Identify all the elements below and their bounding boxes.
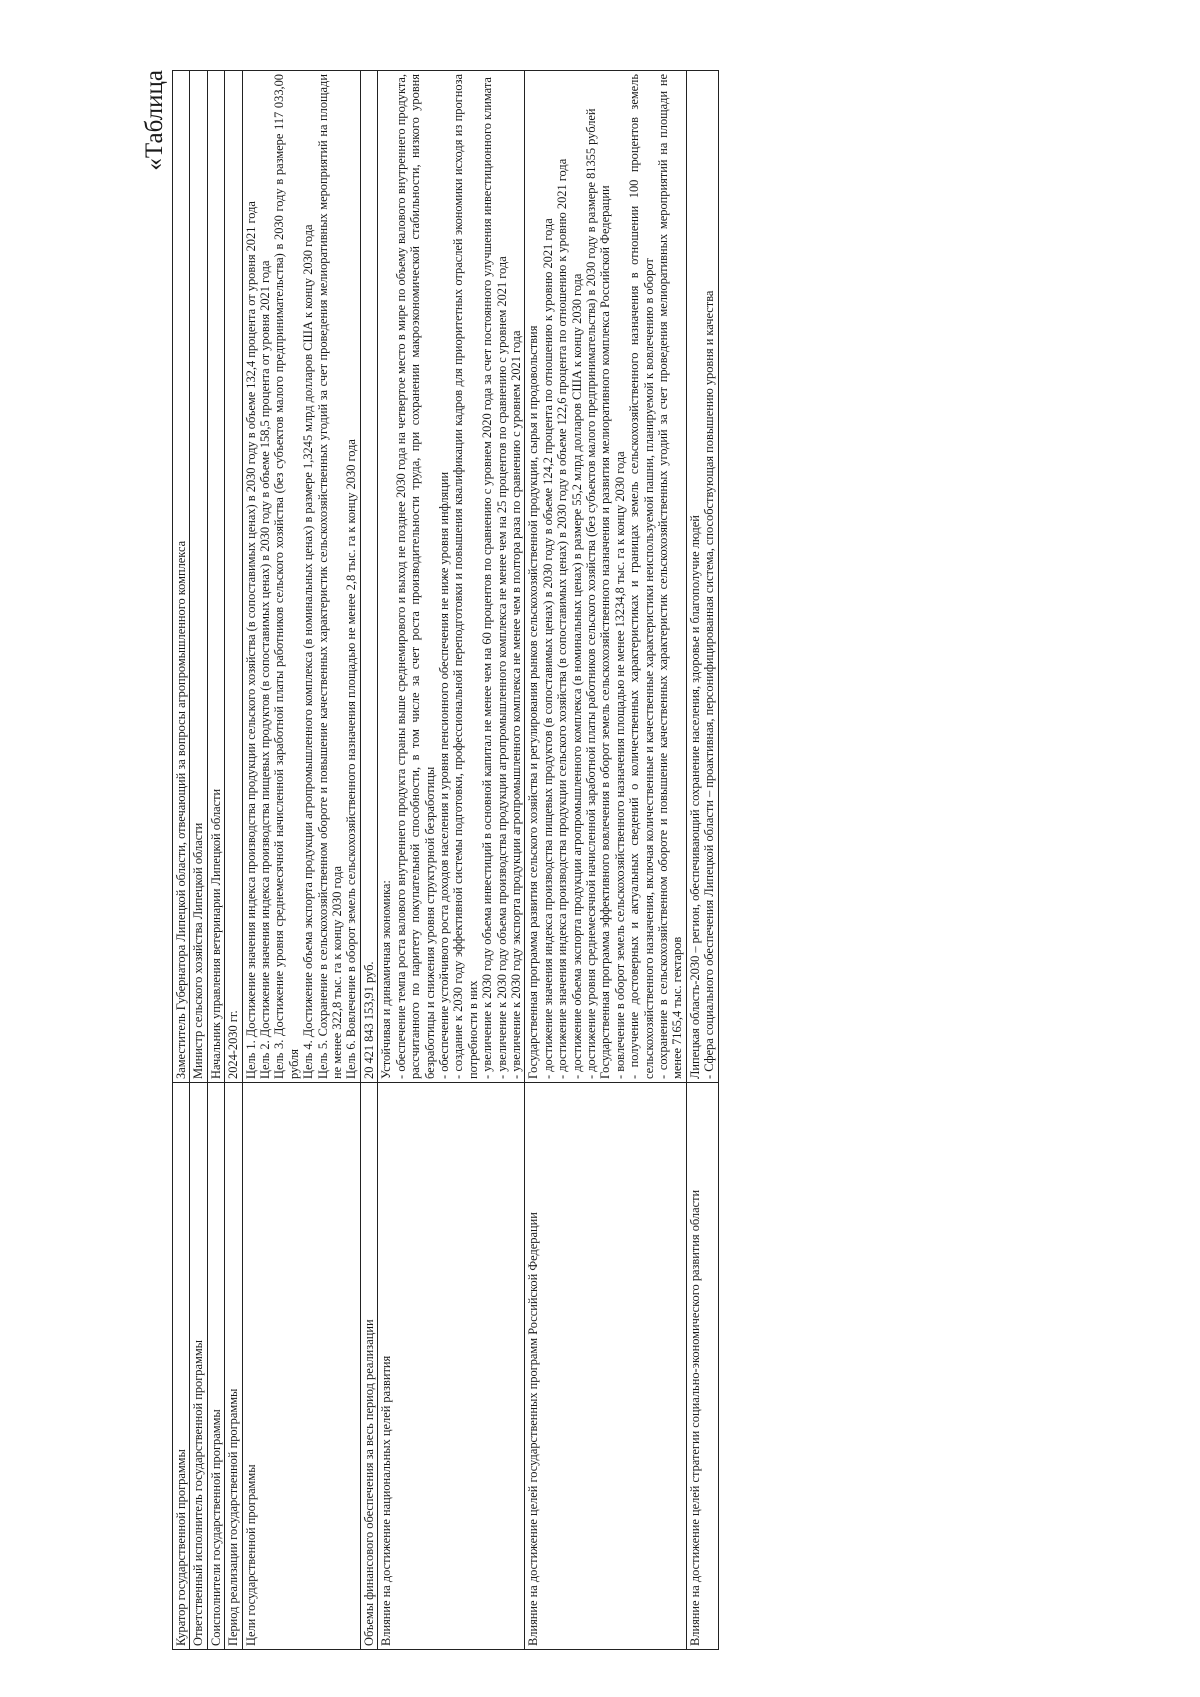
value-line: Министр сельского хозяйства Липецкой области (191, 822, 206, 1079)
table-row (242, 71, 360, 1650)
row-value (173, 71, 190, 1083)
row-value (525, 71, 686, 1083)
rotated-sheet (140, 70, 1200, 1650)
value-line: Цель 2. Достижение значения индекса производства пищевых продуктов (в сопоставимых ценах) в 2030 году в объеме 158,5 процента от уровня 2021 года (258, 260, 273, 1079)
row-label: Ответственный исполнитель государственной программы (190, 1083, 207, 1650)
row-value (686, 71, 718, 1083)
value-line: Липецкая область-2030 – регион, обеспечивающий сохранение населения, здоровье и благополучие людей (687, 515, 702, 1079)
value-line: - достижение уровня среднемесячной начисленной заработной платы работников сельского хозяйства (без субъектов малого предпринимательства) в 2030 году в размере 81355 рублей (583, 108, 598, 1079)
value-line: - получение достоверных и актуальных сведений о количественных характеристиках и границах земель сельскохозяйственного назначения в отношении 100 процентов земель сельскохозяйственного назначения, включая количественные и качественные характеристики неиспользуемой пашни, планируемой к вовлечению в оборот (627, 74, 656, 1079)
value-line: Цель 6. Вовлечение в оборот земель сельскохозяйственного назначения площадью не менее 2,8 тыс. га к концу 2030 года (344, 439, 359, 1079)
row-value (207, 71, 224, 1083)
row-label: Куратор государственной программы (173, 1083, 190, 1650)
table-row (360, 71, 377, 1650)
table-caption: «Таблица (141, 70, 168, 171)
value-line: Государственная программа развития сельского хозяйства и регулирования рынков сельскохозяйственной продукции, сырья и продовольствия (526, 325, 541, 1079)
row-label: Влияние на достижение национальных целей развития (378, 1083, 525, 1650)
value-line: - создание к 2030 году эффективной системы подготовки, профессиональной переподготовки и повышения квалификации кадров для приоритетных отраслей экономики исходя из прогноза потребности в них (451, 74, 480, 1079)
row-value (378, 71, 525, 1083)
value-line: - увеличение к 2030 году объема инвестиций в основной капитал не менее чем на 60 процентов по сравнению с уровнем 2020 года за счет постоянного улучшения инвестиционного климата (480, 77, 495, 1079)
value-line: - сохранение в сельскохозяйственном обороте и повышение качественных характеристик сельскохозяйственных угодий за счет проведения мелиоративных мероприятий на площади не менее 7165,4 тыс. гектаров (656, 74, 685, 1079)
row-label: Влияние на достижение целей стратегии социально-экономического развития области (686, 1083, 718, 1650)
value-line: - Сфера социального обеспечения Липецкой области – проактивная, персонифицированная система, способствующая повышению уровня и качества (702, 290, 717, 1079)
value-line: Цель 1. Достижение значения индекса производства продукции сельского хозяйства (в сопоставимых ценах) в 2030 году в объеме 132,4 процента от уровня 2021 года (243, 201, 258, 1079)
row-value (190, 71, 207, 1083)
row-label: Цели государственной программы (242, 1083, 360, 1650)
value-line: Государственная программа эффективного вовлечения в оборот земель сельскохозяйственного назначения и развития мелиоративного комплекса Российской Федерации (598, 185, 613, 1079)
table-row (525, 71, 686, 1650)
value-line: - достижение значения индекса производства продукции сельского хозяйства (в сопоставимых ценах) в 2030 году в объеме 122,6 процента по отношению к уровню 2021 года (555, 158, 570, 1079)
value-line: - вовлечение в оборот земель сельскохозяйственного назначения площадью не менее 13234,8 тыс. га к концу 2030 года (612, 451, 627, 1079)
value-line: Устойчивая и динамичная экономика: (379, 880, 394, 1079)
row-label: Объемы финансового обеспечения за весь период реализации (360, 1083, 377, 1650)
value-line: - увеличение к 2030 году объема производства продукции агропромышленного комплекса не менее чем на 25 процентов по сравнению с уровнем 2021 года (494, 256, 509, 1079)
program-passport-table (172, 70, 719, 1650)
row-label: Влияние на достижение целей государственных программ Российской Федерации (525, 1083, 686, 1650)
value-line: - увеличение к 2030 году экспорта продукции агропромышленного комплекса не менее чем в полтора раза по сравнению с уровнем 2021 года (508, 330, 523, 1079)
value-line: 2024-2030 гг. (226, 1010, 241, 1079)
value-line: Цель 5. Сохранение в сельскохозяйственном обороте и повышение качественных характеристик сельскохозяйственных угодий за счет проведения мелиоративных мероприятий на площади не менее 322,8 тыс. га к концу 2030 года (315, 74, 345, 1079)
value-line: - обеспечение темпа роста валового внутреннего продукта страны выше среднемирового и выход не позднее 2030 года на четвертое место в мире по объему валового внутреннего продукта, рассчитанного по паритету покупательной способности, в том числе за счет роста производительности труда, при сохранении макроэкономической стабильности, низкого уровня безработицы и снижения уровня структурной безработицы (393, 74, 437, 1079)
row-label: Период реализации государственной программы (225, 1083, 242, 1650)
value-line: - достижение объема экспорта продукции агропромышленного комплекса (в номинальных ценах) в размере 55,2 млрд долларов США к концу 2030 года (569, 273, 584, 1079)
row-label: Соисполнители государственной программы (207, 1083, 224, 1650)
row-value (225, 71, 242, 1083)
value-line: - обеспечение устойчивого роста доходов населения и уровня пенсионного обеспечения не ниже уровня инфляции (436, 471, 451, 1079)
value-line: Начальник управления ветеринарии Липецкой области (208, 788, 223, 1079)
value-line: Цель 4. Достижение объема экспорта продукции агропромышленного комплекса (в номинальных ценах) в размере 1,3245 млрд долларов США к концу 2030 года (301, 224, 316, 1079)
table-row (173, 71, 190, 1650)
value-line: Заместитель Губернатора Липецкой области, отвечающий за вопросы агропромышленного комплекса (174, 540, 188, 1079)
table-row (686, 71, 718, 1650)
value-line: Цель 3. Достижение уровня среднемесячной начисленной заработной платы работников сельского хозяйства (без субъектов малого предпринимательства) в 2030 году в размере 117 033,00 рубля (272, 74, 301, 1079)
row-value (242, 71, 360, 1083)
value-line: - достижение значения индекса производства пищевых продуктов (в сопоставимых ценах) в 2030 году в объеме 124,2 процента по отношению к уровню 2021 года (540, 218, 555, 1079)
value-line: 20 421 843 153,91 руб. (361, 961, 376, 1079)
table-row (225, 71, 242, 1650)
table-row (378, 71, 525, 1650)
table-row (190, 71, 207, 1650)
row-value (360, 71, 377, 1083)
table-row (207, 71, 224, 1650)
